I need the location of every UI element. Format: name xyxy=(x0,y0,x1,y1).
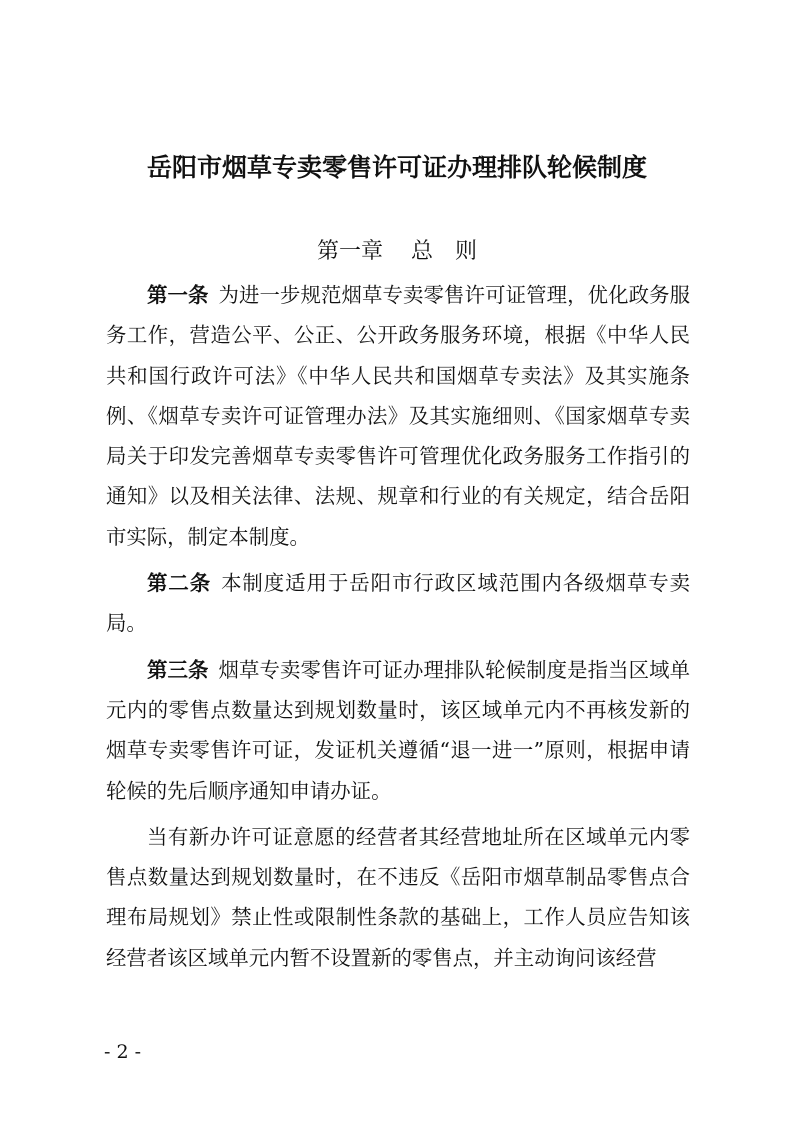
article-number: 第二条 xyxy=(147,571,212,596)
article-text: 本制度适用于岳阳市行政区域范围内各级烟草专卖局。 xyxy=(106,571,690,636)
article-text: 为进一步规范烟草专卖零售许可证管理，优化政务服务工作，营造公平、公正、公开政务服务环境，根据《中华人民共和国行政许可法》《中华人民共和国烟草专卖法》及其实施条例、《烟草专卖许可证管理办法》及其实施细则、《国家烟草专卖局关于印发完善烟草专卖零售许可管理优化政务服务工作指引的通知》以及相关法律、法规、规章和行业的有关规定，结合岳阳市实际，制定本制度。 xyxy=(106,283,691,549)
page-number: - 2 - xyxy=(104,1041,142,1063)
article-text: 烟草专卖零售许可证办理排队轮候制度是指当区域单元内的零售点数量达到规划数量时，该区域单元内不再核发新的烟草专卖零售许可证，发证机关遵循“退一进一”原则，根据申请轮候的先后顺序通知申请办证。 xyxy=(106,657,691,803)
article-2 xyxy=(106,563,690,644)
continuation-paragraph: 当有新办许可证意愿的经营者其经营地址所在区域单元内零售点数量达到规划数量时，在不违反《岳阳市烟草制品零售点合理布局规划》禁止性或限制性条款的基础上，工作人员应告知该经营者该区域单元内暂不设置新的零售点，并主动询问该经营 xyxy=(106,824,690,970)
document-body xyxy=(106,275,690,984)
chapter-heading xyxy=(0,234,794,270)
chapter-name: 总 则 xyxy=(411,239,478,264)
article-3 xyxy=(106,650,690,811)
document-title: 岳阳市烟草专卖零售许可证办理排队轮候制度 xyxy=(146,153,647,182)
article-1 xyxy=(106,275,690,557)
article-number: 第三条 xyxy=(147,657,209,682)
article-number: 第一条 xyxy=(147,283,209,307)
chapter-label: 第一章 xyxy=(316,239,383,264)
